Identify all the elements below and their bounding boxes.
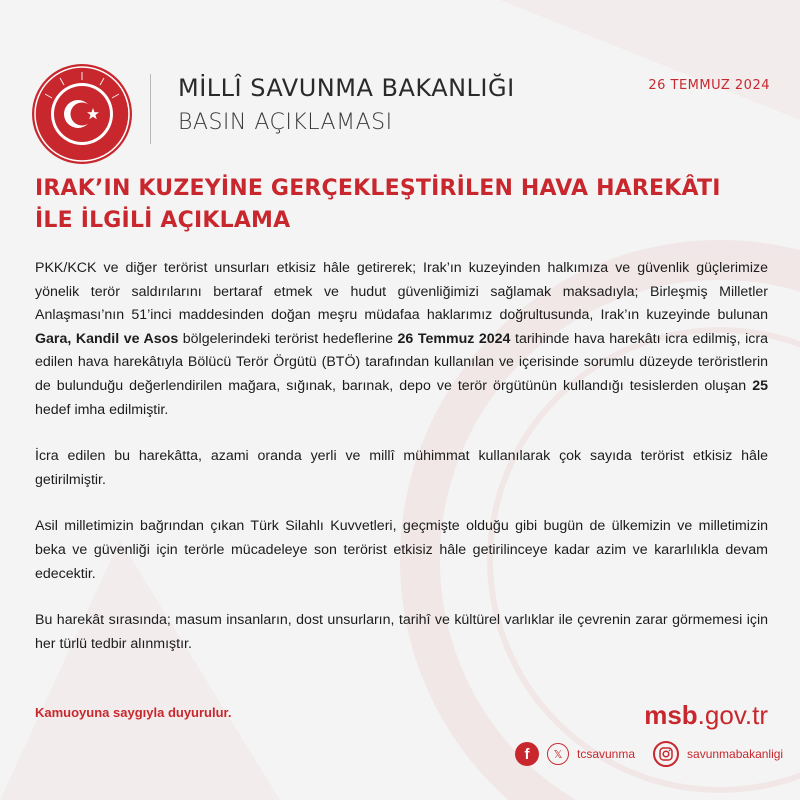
website-link[interactable]: [644, 700, 768, 731]
facebook-icon[interactable]: f: [515, 742, 539, 766]
document-type: BASIN AÇIKLAMASI: [178, 110, 393, 135]
website-bold: msb: [644, 700, 698, 730]
twitter-handle[interactable]: tcsavunma: [577, 747, 636, 761]
header: [26, 60, 776, 160]
p1-date: 26 Temmuz 2024: [397, 330, 511, 347]
paragraph-4: Bu harekât sırasında; masum insanların, dost unsurların, tarihî ve kültürel varlıklar ile çevrenin zarar görmemesi için her türlü tedbir alınmıştır.: [35, 612, 768, 652]
p1-regions: Gara, Kandil ve Asos: [35, 330, 179, 347]
closing-line: Kamuoyuna saygıyla duyurulur.: [35, 705, 232, 720]
paragraph-2: İcra edilen bu harekâtta, azami oranda yerli ve millî mühimmat kullanılarak çok sayıda terörist etkisiz hâle getirilmiştir.: [35, 448, 768, 488]
p1-text-c: bölgelerindeki terörist hedeflerine: [178, 330, 398, 347]
title-line-2: İLE İLGİLİ AÇIKLAMA: [35, 208, 291, 233]
ministry-name: MİLLÎ SAVUNMA BAKANLIĞI: [178, 74, 515, 102]
p1-text-g: hedef imha edilmiştir.: [35, 401, 169, 418]
paragraph-3: Asil milletimizin bağrından çıkan Türk Silahlı Kuvvetleri, geçmişte olduğu gibi bugün de ülkemizin ve milletimizin beka ve güvenliği için terörle mücadeleye son terörist etkisiz hâle getirilinceye kadar azim ve kararlılıkla devam edecektir.: [35, 518, 768, 582]
website-rest: .gov.tr: [697, 700, 768, 730]
p1-text-e: tarihinde hava harekâtı icra edilmiş, icra edilen hava harekâtıyla Bölücü Terör Örgütü (BTÖ) tarafından kullanılan ve içerisinde sorumlu düzeyde teröristlerin de bulunduğu değerlendirilen mağara, sığınak, barınak, depo ve terör örgütünün kullandığı tesislerden oluşan: [35, 330, 768, 394]
x-icon[interactable]: 𝕏: [547, 743, 569, 765]
header-divider: [150, 74, 151, 144]
page-title: [35, 173, 775, 237]
p1-text-a: PKK/KCK ve diğer terörist unsurları etkisiz hâle getirerek; Irak’ın kuzeyinden halkımıza ve güvenlik güçlerimize yönelik terör saldırılarını bertaraf etmek ve hudut güvenliğimizi sağlamak maksadıyla; Birleşmiş Milletler Anlaşması’nın 51’inci maddesinden doğan meşru müdafaa haklarımız doğrultusunda, Irak’ın kuzeyinde bulunan: [35, 260, 768, 324]
title-line-1: IRAK’IN KUZEYİNE GERÇEKLEŞTİRİLEN HAVA HAREKÂTI: [35, 176, 721, 201]
msb-logo: [30, 62, 134, 166]
release-date: 26 TEMMUZ 2024: [648, 78, 770, 93]
social-links: [515, 740, 793, 768]
instagram-handle[interactable]: savunmabakanligi: [687, 747, 784, 761]
instagram-icon[interactable]: [653, 741, 679, 767]
statement-body: [35, 257, 768, 679]
p1-target-count: 25: [752, 377, 768, 394]
paragraph-1: [35, 257, 768, 422]
